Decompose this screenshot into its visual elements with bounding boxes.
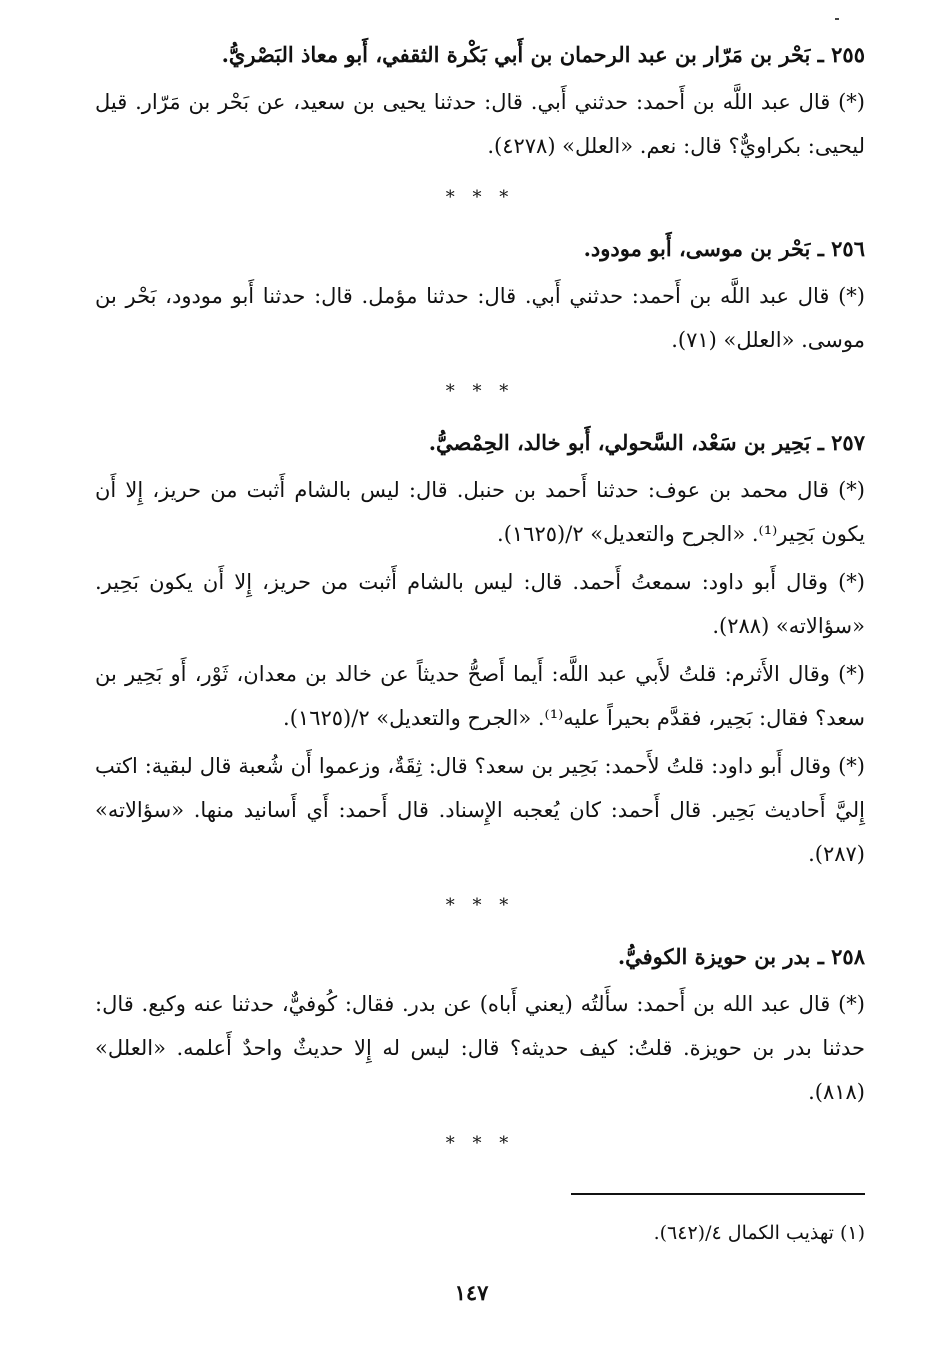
page-number: ١٤٧	[454, 1280, 489, 1305]
entry-paragraph: (*) قال عبد الله بن أَحمد: سأَلتُه (يعني أَباه) عن بدر. فقال: كُوفيٌّ، حدثنا عنه وكيع. قال: حدثنا بدر بن حويزة. قلتُ: كيف حديثه؟ قال: ليس له إِلا حديثٌ واحدٌ أَعلمه. «العلل» (٨١٨).	[95, 992, 865, 1104]
entry-256	[95, 232, 865, 362]
entry-paragraph: (*) قال عبد اللَّه بن أَحمد: حدثني أَبي. قال: حدثنا يحيى بن سعيد، عن بَحْر بن مَرّار. قيل ليحيى: بكراويٌّ؟ قال: نعم. «العلل» (٤٢٧٨).	[95, 90, 865, 158]
entry-paragraph: (*) قال عبد اللَّه بن أَحمد: حدثني أَبي. قال: حدثنا مؤمل. قال: حدثنا أَبو مودود، بَحْر بن موسى. «العلل» (٧١).	[95, 284, 865, 352]
entry-paragraph: (*) وقال الأَثرم: قلتُ لأَبي عبد اللَّه: أَيما أَصحُّ حديثاً عن خالد بن معدان، ثَوْر، أَو بَحِير بن سعد؟ فقال: بَحِير، فقدَّم بحيراً عليه⁽¹⁾. «الجرح والتعديل» ٢/(١٦٢٥).	[95, 662, 865, 730]
page-body	[95, 38, 865, 1178]
footnote-divider	[571, 1193, 865, 1195]
entry-paragraph: (*) وقال أَبو داود: سمعتُ أَحمد. قال: ليس بالشام أَثبت من حريز، إِلا أَن يكون بَحِير. «سؤالاته» (٢٨٨).	[95, 570, 865, 638]
entry-258	[95, 940, 865, 1114]
entry-257	[95, 426, 865, 876]
section-separator: * * *	[445, 381, 515, 402]
section-separator: * * *	[445, 1133, 515, 1154]
section-separator: * * *	[445, 187, 515, 208]
entry-title: ٢٥٨ ـ بدر بن حويزة الكوفيُّ.	[617, 944, 865, 969]
entry-title: ٢٥٥ ـ بَحْر بن مَرّار بن عبد الرحمان بن أَبي بَكْرة الثقفي، أَبو معاذ البَصْريُّ.	[221, 42, 865, 67]
entry-title: ٢٥٦ ـ بَحْر بن موسى، أَبو مودود.	[583, 236, 865, 261]
entry-paragraph: (*) وقال أَبو داود: قلتُ لأَحمد: بَحِير بن سعد؟ قال: ثِقَةٌ، وزعموا أَن شُعبة قال لبقية: اكتب إِليَّ أَحاديث بَحِير. قال أَحمد: كان يُعجبه الإِسناد. قال أَحمد: أَي أَسانيد منها. «سؤالاته» (٢٨٧).	[95, 754, 865, 866]
entry-255	[95, 38, 865, 168]
entry-paragraph: (*) قال محمد بن عوف: حدثنا أَحمد بن حنبل. قال: ليس بالشام أَثبت من حريز، إِلا أَن يكون بَحِير⁽¹⁾. «الجرح والتعديل» ٢/(١٦٢٥).	[95, 478, 865, 546]
corner-mark	[835, 18, 839, 20]
section-separator: * * *	[445, 895, 515, 916]
footnote: (١) تهذيب الكمال ٤/(٦٤٢).	[653, 1222, 865, 1244]
entry-title: ٢٥٧ ـ بَحِير بن سَعْد، السَّحولي، أَبو خالد، الحِمْصيُّ.	[428, 430, 865, 455]
